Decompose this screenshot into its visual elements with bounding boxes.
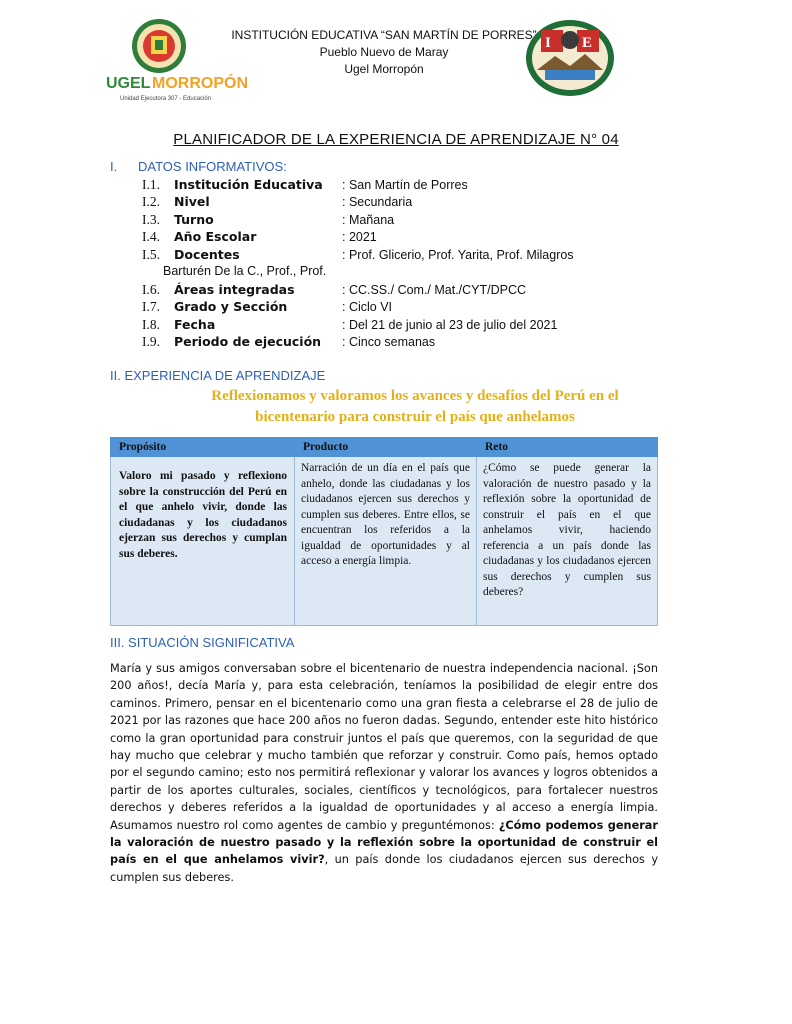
cell-reto: ¿Cómo se puede generar la valoración de nuestro pasado y la reflexión sobre la oportunidad de construir el país en el que anhelamos vivir, haciendo referencia a un país donde las ciudadanas y los ciudadanos ejercen sus derechos y cumplen sus deberes? <box>477 457 658 626</box>
info-row-number: I.3. <box>142 212 160 227</box>
table-header-row <box>111 438 658 457</box>
info-row-label: Periodo de ejecución <box>174 334 322 349</box>
info-row <box>142 316 557 334</box>
docentes-continuation: Barturén De la C., Prof., Prof. <box>163 264 327 278</box>
situation-question: ¿Cómo podemos generar la valoración de nuestro pasado y la reflexión sobre la oportunidad de construir el país en el que anhelamos vivir? <box>110 818 658 867</box>
info-row <box>142 228 377 246</box>
document-title: PLANIFICADOR DE LA EXPERIENCIA DE APRENDIZAJE N° 04 <box>173 131 619 148</box>
situation-paragraph <box>110 660 658 886</box>
info-row-value: : Prof. Glicerio, Prof. Yarita, Prof. Milagros <box>342 248 574 262</box>
cell-proposito: Valoro mi pasado y reflexiono sobre la construcción del Perú en el que anhelo vivir, donde las ciudadanas y los ciudadanos ejerzan sus derechos y cumplan sus deberes. <box>111 457 295 626</box>
info-row-number: I.2. <box>142 194 160 209</box>
ugel-logo-subtext: Unidad Ejecutora 307 - Educación <box>120 96 212 102</box>
info-row-label: Institución Educativa <box>174 177 323 192</box>
header-proposito: Propósito <box>111 438 295 457</box>
info-row <box>142 333 435 351</box>
morropon-logo-text: MORROPÓN <box>152 75 248 92</box>
institution-name: INSTITUCIÓN EDUCATIVA “SAN MARTÍN DE PORRES” <box>231 28 537 42</box>
info-row-number: I.6. <box>142 282 160 297</box>
info-row-value: : CC.SS./ Com./ Mat./CYT/DPCC <box>342 283 527 297</box>
info-row-label: Año Escolar <box>174 229 257 244</box>
situation-text: María y sus amigos conversaban sobre el bicentenario de nuestra independencia nacional. ¡Son 200 años!, decía María y, para esta celebración, teníamos la posibilidad de elegir entre dos caminos. Primero, pensar en el bicentenario como una gran fiesta a celebrarse el 28 de julio de 2021 por las razones que hace 200 años no fueron dadas. Segundo, entender este hito histórico como la gran oportunidad para construir juntos el país que queremos, con la seguridad de que hay mucho que celebrar y mucho también que reforzar y construir. Como país, hemos optado por el segundo camino; esto nos permitirá reflexionar y valorar los avances y logros obtenidos a partir de los aportes culturales, sociales, científicos y tecnológicos, para fortalecer nuestros derechos y deberes referidos a la igualdad de oportunidades y al acceso a energía limpia. Asumamos nuestro rol como agentes de cambio y preguntémonos: <box>110 662 658 832</box>
info-row-label: Nivel <box>174 194 210 209</box>
info-row-label: Fecha <box>174 317 216 332</box>
header-reto: Reto <box>477 438 658 457</box>
town-name: Pueblo Nuevo de Maray <box>319 45 449 59</box>
table-row <box>111 457 658 626</box>
info-row-value: : Ciclo VI <box>342 300 393 314</box>
ugel-name: Ugel Morropón <box>344 62 424 76</box>
info-row-number: I.7. <box>142 299 160 314</box>
section-3-heading: III. SITUACIÓN SIGNIFICATIVA <box>110 635 295 650</box>
section-1-heading <box>110 159 287 174</box>
info-row <box>142 298 392 316</box>
info-row-number: I.5. <box>142 247 160 262</box>
ugel-logo-text: UGEL <box>106 75 151 92</box>
info-row-value: : San Martín de Porres <box>342 178 468 192</box>
experience-title <box>150 386 680 428</box>
info-row-label: Turno <box>174 212 214 227</box>
info-row <box>142 281 526 299</box>
shield-letters: I <box>545 35 551 51</box>
situation-text-end: , un país donde los ciudadanos ejercen sus derechos y cumplen sus deberes. <box>110 853 659 884</box>
section-2-heading: II. EXPERIENCIA DE APRENDIZAJE <box>110 368 326 383</box>
experience-table <box>110 437 658 626</box>
header-producto: Producto <box>295 438 477 457</box>
info-row-value: : Del 21 de junio al 23 de julio del 2021 <box>342 318 558 332</box>
info-row-number: I.1. <box>142 177 160 192</box>
info-row <box>142 246 574 264</box>
experience-title-line-1: Reflexionamos y valoramos los avances y desafíos del Perú en el <box>211 388 619 404</box>
info-row-label: Grado y Sección <box>174 299 288 314</box>
info-row-number: I.8. <box>142 317 160 332</box>
cell-producto: Narración de un día en el país que anhelo, donde las ciudadanas y los ciudadanos ejercen sus derechos y cumplen sus deberes. Entre ellos, se encuentran los referidos a la igualdad de oportunidades y al acceso a energía limpia. <box>295 457 477 626</box>
experience-title-line-2: bicentenario para construir el país que anhelamos <box>255 409 575 425</box>
section-1-number: I. <box>110 159 118 174</box>
info-row-number: I.4. <box>142 229 160 244</box>
info-row-value: : Mañana <box>342 213 395 227</box>
info-row <box>142 211 394 229</box>
shield-letter-e: E <box>582 35 593 51</box>
info-row-number: I.9. <box>142 334 160 349</box>
info-row-value: : 2021 <box>342 230 377 244</box>
info-row-value: : Secundaria <box>342 195 413 209</box>
section-1-heading-text: DATOS INFORMATIVOS: <box>138 159 287 174</box>
info-row-value: : Cinco semanas <box>342 335 436 349</box>
info-row <box>142 193 412 211</box>
info-row <box>142 176 468 194</box>
info-row-label: Áreas integradas <box>174 282 295 297</box>
info-row-label: Docentes <box>174 247 240 262</box>
